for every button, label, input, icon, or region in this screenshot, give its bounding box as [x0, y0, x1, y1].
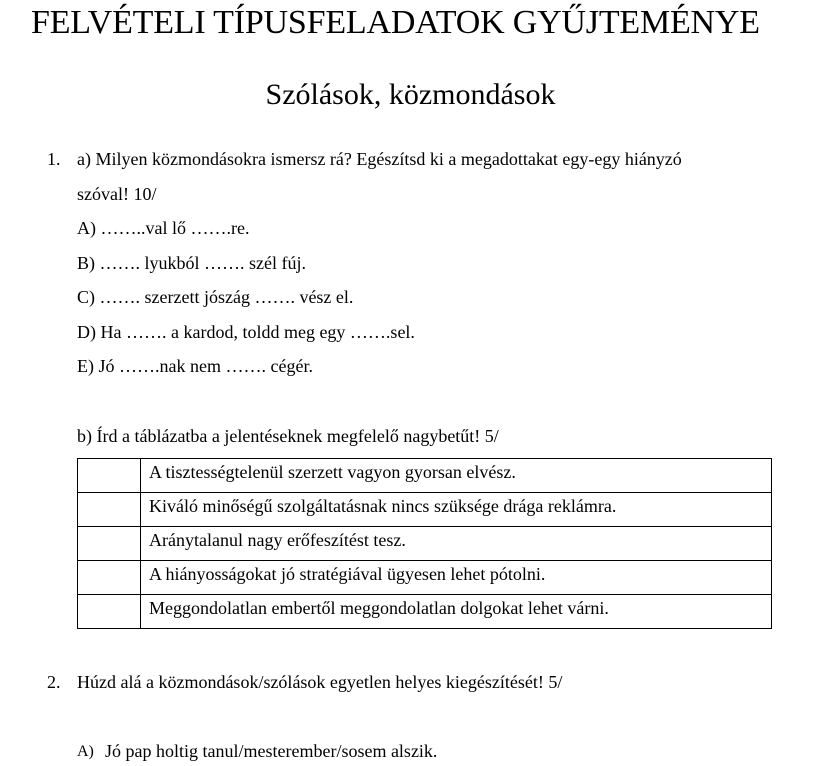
table-row	[78, 493, 772, 527]
question-1a-instruction-cont: szóval! 10/	[77, 184, 157, 204]
meaning-cell: A tisztességtelenül szerzett vagyon gyorsan elvész.	[141, 459, 772, 493]
document-subtitle: Szólások, közmondások	[265, 78, 556, 111]
fill-in-item-b: B) ……. lyukból ……. szél fúj.	[77, 253, 306, 273]
meaning-cell: Aránytalanul nagy erőfeszítést tesz.	[141, 527, 772, 561]
answer-cell[interactable]	[78, 527, 141, 561]
answer-cell[interactable]	[78, 595, 141, 629]
table-row	[78, 561, 772, 595]
item-label: A)	[77, 743, 94, 760]
meaning-cell: A hiányosságokat jó stratégiával ügyesen lehet pótolni.	[141, 561, 772, 595]
question-number: 2.	[47, 672, 61, 692]
meaning-cell: Meggondolatlan embertől meggondolatlan dolgokat lehet várni.	[141, 595, 772, 629]
answer-cell[interactable]	[78, 459, 141, 493]
fill-in-item-e: E) Jó …….nak nem ……. cégér.	[77, 356, 313, 376]
fill-in-item-c: C) ……. szerzett jószág ……. vész el.	[77, 287, 354, 307]
question-1b-instruction: b) Írd a táblázatba a jelentéseknek megfelelő nagybetűt! 5/	[77, 426, 499, 446]
table-row	[78, 595, 772, 629]
question-number: 1.	[47, 149, 61, 169]
meaning-table	[77, 458, 772, 629]
underline-choice-item: Jó pap holtig tanul/mesterember/sosem alszik.	[105, 741, 438, 761]
table-row	[78, 459, 772, 493]
table-row	[78, 527, 772, 561]
question-1a-instruction: a) Milyen közmondásokra ismersz rá? Egészítsd ki a megadottakat egy-egy hiányzó	[77, 149, 682, 169]
answer-cell[interactable]	[78, 561, 141, 595]
meaning-cell: Kiváló minőségű szolgáltatásnak nincs szüksége drága reklámra.	[141, 493, 772, 527]
answer-cell[interactable]	[78, 493, 141, 527]
fill-in-item-d: D) Ha ……. a kardod, toldd meg egy …….sel.	[77, 322, 415, 342]
question-2-instruction: Húzd alá a közmondások/szólások egyetlen helyes kiegészítését! 5/	[77, 672, 563, 692]
document-title: FELVÉTELI TÍPUSFELADATOK GYŰJTEMÉNYE	[31, 4, 760, 41]
fill-in-item-a: A) ……..val lő …….re.	[77, 218, 250, 238]
